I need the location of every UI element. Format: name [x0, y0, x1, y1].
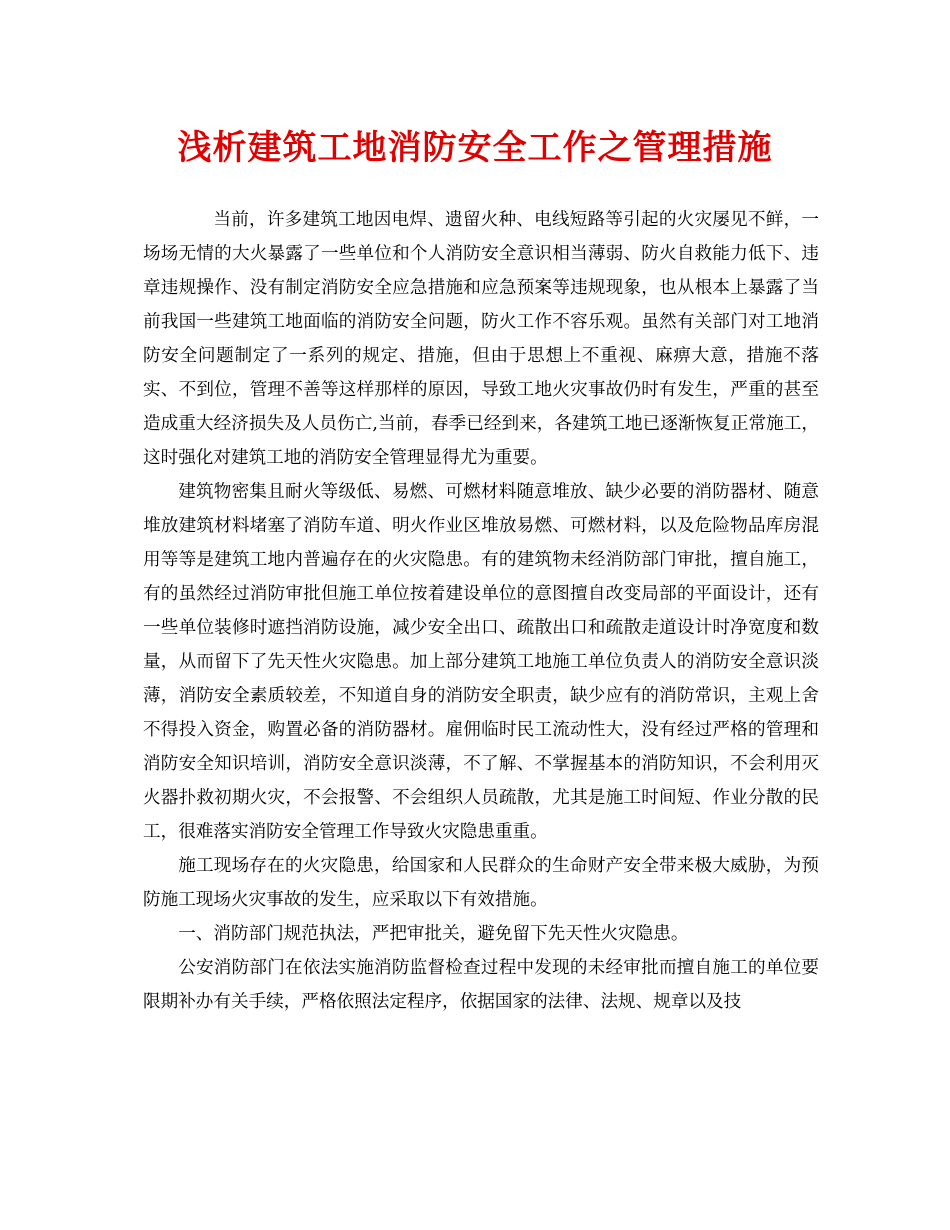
- paragraph-heading-one: 一、消防部门规范执法，严把审批关，避免留下先天性火灾隐患。: [178, 924, 689, 944]
- document-title: 浅析建筑工地消防安全工作之管理措施: [177, 128, 773, 168]
- paragraph-hazards: 建筑物密集且耐火等级低、易燃、可燃材料随意堆放、缺少必要的消防器材、随意堆放建筑材料堵塞了消防车道、明火作业区堆放易燃、可燃材料，以及危险物品库房混用等等是建筑工地内普遍存在的火灾隐患。有的建筑物未经消防部门审批，擅自施工，有的虽然经过消防审批但施工单位按着建设单位的意图擅自改变局部的平面设计，还有一些单位装修时遮挡消防设施，减少安全出口、疏散出口和疏散走道设计时净宽度和数量，从而留下了先天性火灾隐患。加上部分建筑工地施工单位负责人的消防安全意识淡薄，消防安全素质较差，不知道自身的消防安全职责，缺少应有的消防常识，主观上舍不得投入资金，购置必备的消防器材。雇佣临时民工流动性大，没有经过严格的管理和消防安全知识培训，消防安全意识淡薄，不了解、不掌握基本的消防知识，不会利用灭火器扑救初期火灾，不会报警、不会组织人员疏散，尤其是施工时间短、作业分散的民工，很难落实消防安全管理工作导致火灾隐患重重。: [143, 482, 819, 842]
- paragraph-measures-intro: 施工现场存在的火灾隐患，给国家和人民群众的生命财产安全带来极大威胁，为预防施工现场火灾事故的发生，应采取以下有效措施。: [143, 856, 819, 910]
- paragraph-intro: 当前，许多建筑工地因电焊、遗留火种、电线短路等引起的火灾屡见不鲜，一场场无情的大火暴露了一些单位和个人消防安全意识相当薄弱、防火自救能力低下、违章违规操作、没有制定消防安全应急措施和应急预案等违规现象，也从根本上暴露了当前我国一些建筑工地面临的消防安全问题，防火工作不容乐观。虽然有关部门对工地消防安全问题制定了一系列的规定、措施，但由于思想上不重视、麻痹大意，措施不落实、不到位，管理不善等这样那样的原因，导致工地火灾事故仍时有发生，严重的甚至造成重大经济损失及人员伤亡,当前，春季已经到来，各建筑工地已逐渐恢复正常施工，这时强化对建筑工地的消防安全管理显得尤为重要。: [143, 210, 819, 468]
- paragraph-enforcement: 公安消防部门在依法实施消防监督检查过程中发现的未经审批而擅自施工的单位要限期补办有关手续，严格依照法定程序，依据国家的法律、法规、规章以及技: [143, 958, 819, 1012]
- document-body: [143, 203, 819, 1019]
